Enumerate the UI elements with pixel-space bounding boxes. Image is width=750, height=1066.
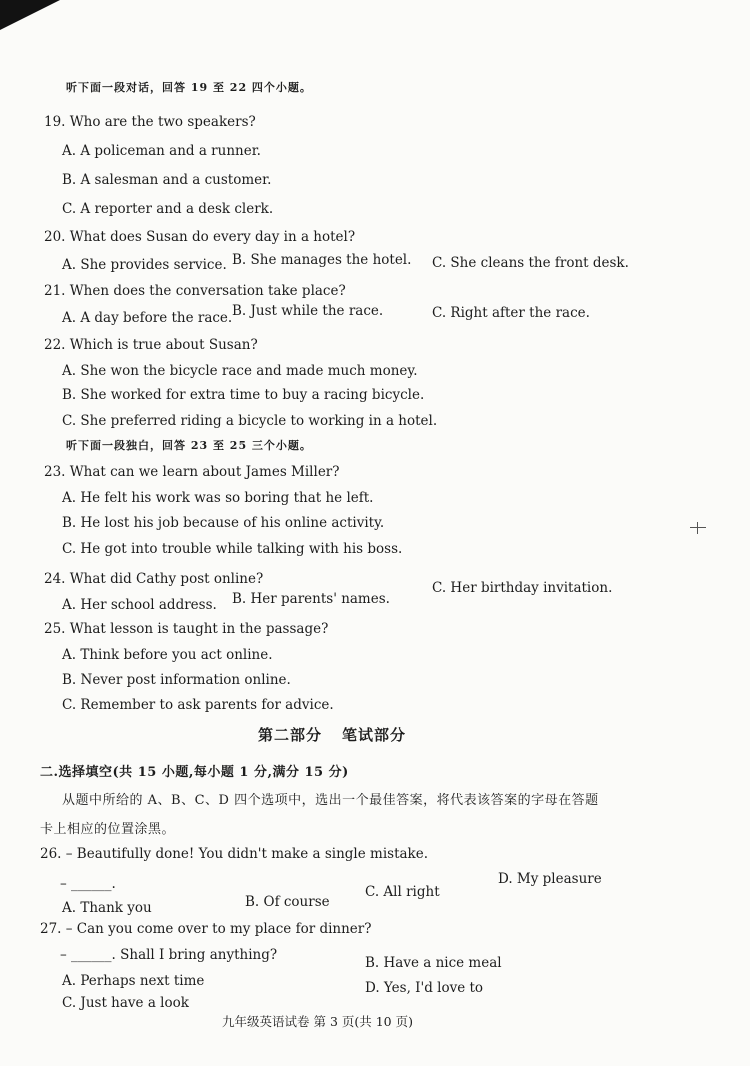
- question-25-stem: 25. What lesson is taught in the passage?: [44, 621, 329, 637]
- question-27-option-b: B. Have a nice meal: [365, 955, 502, 971]
- page-footer: 九年级英语试卷 第 3 页(共 10 页): [222, 1014, 413, 1029]
- question-19-option-a: A. A policeman and a runner.: [62, 143, 261, 159]
- question-21-option-a: A. A day before the race.: [62, 310, 233, 326]
- question-19-stem: 19. Who are the two speakers?: [44, 114, 256, 130]
- question-19-option-b: B. A salesman and a customer.: [62, 172, 272, 188]
- question-25-option-b: B. Never post information online.: [62, 672, 291, 688]
- question-20-option-c: C. She cleans the front desk.: [432, 255, 629, 271]
- question-24-option-a: A. Her school address.: [62, 597, 217, 613]
- question-26-option-c: C. All right: [365, 884, 440, 900]
- directions-line-1: 从题中所给的 A、B、C、D 四个选项中，选出一个最佳答案，将代表该答案的字母在答题: [62, 793, 599, 808]
- listening-instruction-1: 听下面一段对话，回答 19 至 22 四个小题。: [66, 81, 312, 94]
- question-25-option-c: C. Remember to ask parents for advice.: [62, 697, 334, 713]
- question-26-option-b: B. Of course: [245, 894, 330, 910]
- question-23-option-c: C. He got into trouble while talking with his boss.: [62, 541, 403, 557]
- section-heading: 二.选择填空(共 15 小题,每小题 1 分,满分 15 分): [40, 765, 349, 780]
- question-21-option-c: C. Right after the race.: [432, 305, 590, 321]
- scan-corner-shadow: [0, 0, 60, 30]
- question-20-option-a: A. She provides service.: [62, 257, 227, 273]
- question-23-option-a: A. He felt his work was so boring that he left.: [62, 490, 374, 506]
- question-19-option-c: C. A reporter and a desk clerk.: [62, 201, 274, 217]
- question-21-option-b: B. Just while the race.: [232, 303, 384, 319]
- question-24-stem: 24. What did Cathy post online?: [44, 571, 264, 587]
- listening-instruction-2: 听下面一段独白，回答 23 至 25 三个小题。: [66, 439, 312, 452]
- question-22-option-c: C. She preferred riding a bicycle to working in a hotel.: [62, 413, 438, 429]
- question-22-option-a: A. She won the bicycle race and made much money.: [62, 363, 418, 379]
- question-24-option-b: B. Her parents' names.: [232, 591, 390, 607]
- question-22-option-b: B. She worked for extra time to buy a racing bicycle.: [62, 387, 425, 403]
- question-27-option-d: D. Yes, I'd love to: [365, 980, 484, 996]
- question-27-stem: 27. – Can you come over to my place for dinner?: [40, 921, 372, 937]
- question-23-option-b: B. He lost his job because of his online activity.: [62, 515, 385, 531]
- question-26-reply: – ______.: [60, 876, 116, 892]
- registration-mark: [690, 520, 706, 536]
- question-27-option-c: C. Just have a look: [62, 995, 189, 1011]
- question-21-stem: 21. When does the conversation take place?: [44, 283, 346, 299]
- question-22-stem: 22. Which is true about Susan?: [44, 337, 258, 353]
- question-26-option-a: A. Thank you: [62, 900, 152, 916]
- question-27-option-a: A. Perhaps next time: [62, 973, 205, 989]
- question-26-option-d: D. My pleasure: [498, 871, 602, 887]
- question-20-option-b: B. She manages the hotel.: [232, 252, 412, 268]
- question-27-reply: – ______. Shall I bring anything?: [60, 947, 278, 963]
- question-20-stem: 20. What does Susan do every day in a hotel?: [44, 229, 356, 245]
- question-24-option-c: C. Her birthday invitation.: [432, 580, 613, 596]
- question-23-stem: 23. What can we learn about James Miller?: [44, 464, 340, 480]
- directions-line-2: 卡上相应的位置涂黑。: [40, 822, 176, 837]
- part-2-title: 第二部分 笔试部分: [258, 726, 407, 744]
- question-25-option-a: A. Think before you act online.: [62, 647, 273, 663]
- question-26-stem: 26. – Beautifully done! You didn't make a single mistake.: [40, 846, 428, 862]
